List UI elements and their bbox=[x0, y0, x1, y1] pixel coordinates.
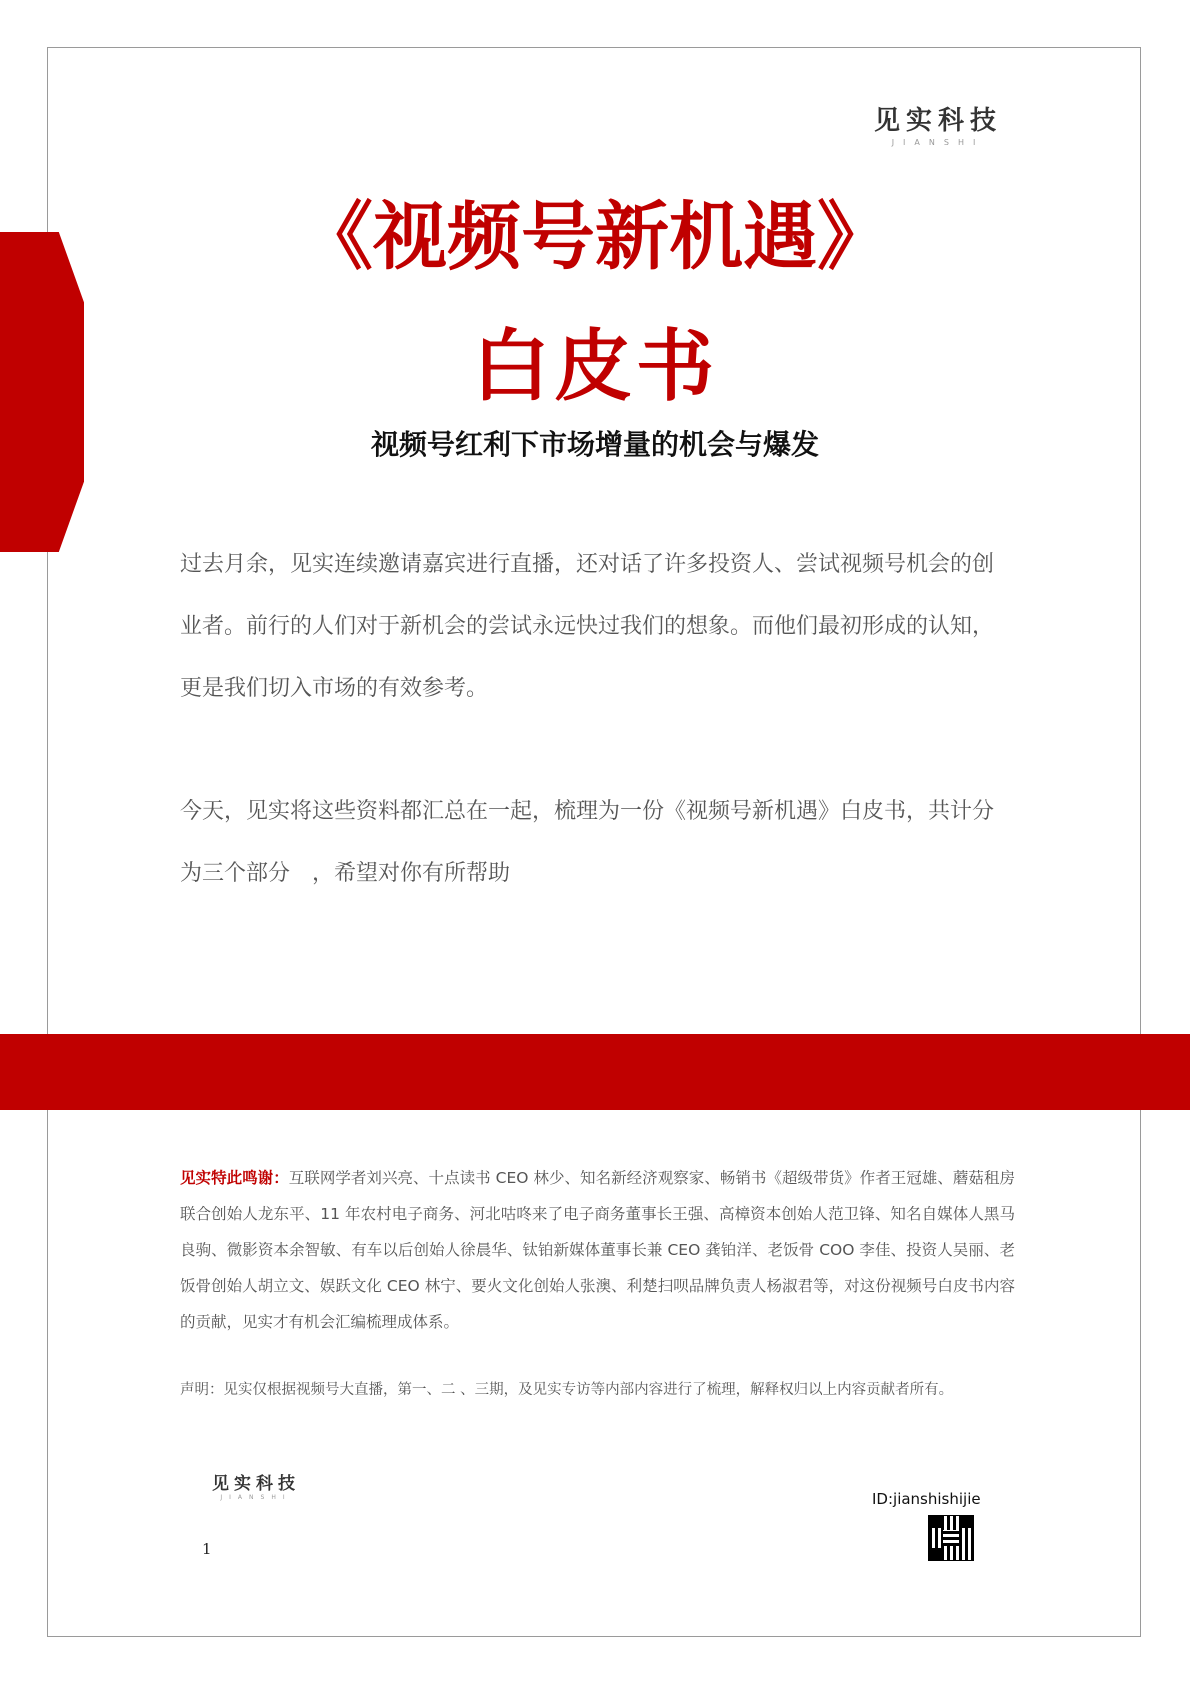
document-title: 《视频号新机遇》 bbox=[299, 194, 891, 280]
page-number: 1 bbox=[202, 1540, 212, 1558]
statement: 声明：见实仅根据视频号大直播，第一、二 、三期，及见实专访等内部内容进行了梳理，解释权归以上内容贡献者所有。 bbox=[180, 1382, 954, 1398]
qr-code-icon bbox=[929, 1516, 973, 1560]
brand-logo-text: 见实科技 bbox=[874, 106, 1003, 136]
intro-paragraph-1: 过去月余，见实连续邀请嘉宾进行直播，还对话了许多投资人、尝试视频号机会的创业者。前行的人们对于新机会的尝试永远快过我们的想象。而他们最初形成的认知，更是我们切入市场的有效参考。 bbox=[180, 552, 995, 701]
acknowledgement-text: 互联网学者刘兴亮、十点读书 CEO 林少、知名新经济观察家、畅销书《超级带货》作者王冠雄、蘑菇租房联合创始人龙东平、11 年农村电子商务、河北咕咚来了电子商务董事长王强、高樟资本创始人范卫锋、知名自媒体人黑马良驹、微影资本余智敏、有车以后创始人徐晨华、钛铂新媒体董事长兼 CEO 龚铂洋、老饭骨 COO 李佳、投资人吴丽、老饭骨创始人胡立文、娱跃文化 CEO 林宁、要火文化创始人张澳、利楚扫呗品牌负责人杨淑君等，对这份视频号白皮书内容的贡献，见实才有机会汇编梳理成体系。 bbox=[180, 1169, 1015, 1331]
brand-logo-bottom bbox=[212, 1469, 300, 1501]
acknowledgement bbox=[180, 1160, 1015, 1340]
brand-logo-text-small: 见实科技 bbox=[212, 1474, 300, 1494]
intro-paragraph-2: 今天，见实将这些资料都汇总在一起，梳理为一份《视频号新机遇》白皮书，共计分为三个部分 ，希望对你有所帮助 bbox=[180, 799, 995, 886]
brand-logo-subtext-small: JIANSHI bbox=[220, 1494, 292, 1501]
red-divider-band bbox=[0, 1034, 1190, 1110]
acknowledgement-label: 见实特此鸣谢： bbox=[180, 1169, 289, 1187]
document-subtitle: 视频号红利下市场增量的机会与爆发 bbox=[370, 428, 819, 461]
document-title-line2: 白皮书 bbox=[471, 322, 718, 412]
brand-logo-top bbox=[874, 100, 1002, 147]
brand-logo-subtext: JIANSHI bbox=[891, 138, 985, 147]
wechat-id: ID:jianshishijie bbox=[872, 1490, 981, 1508]
